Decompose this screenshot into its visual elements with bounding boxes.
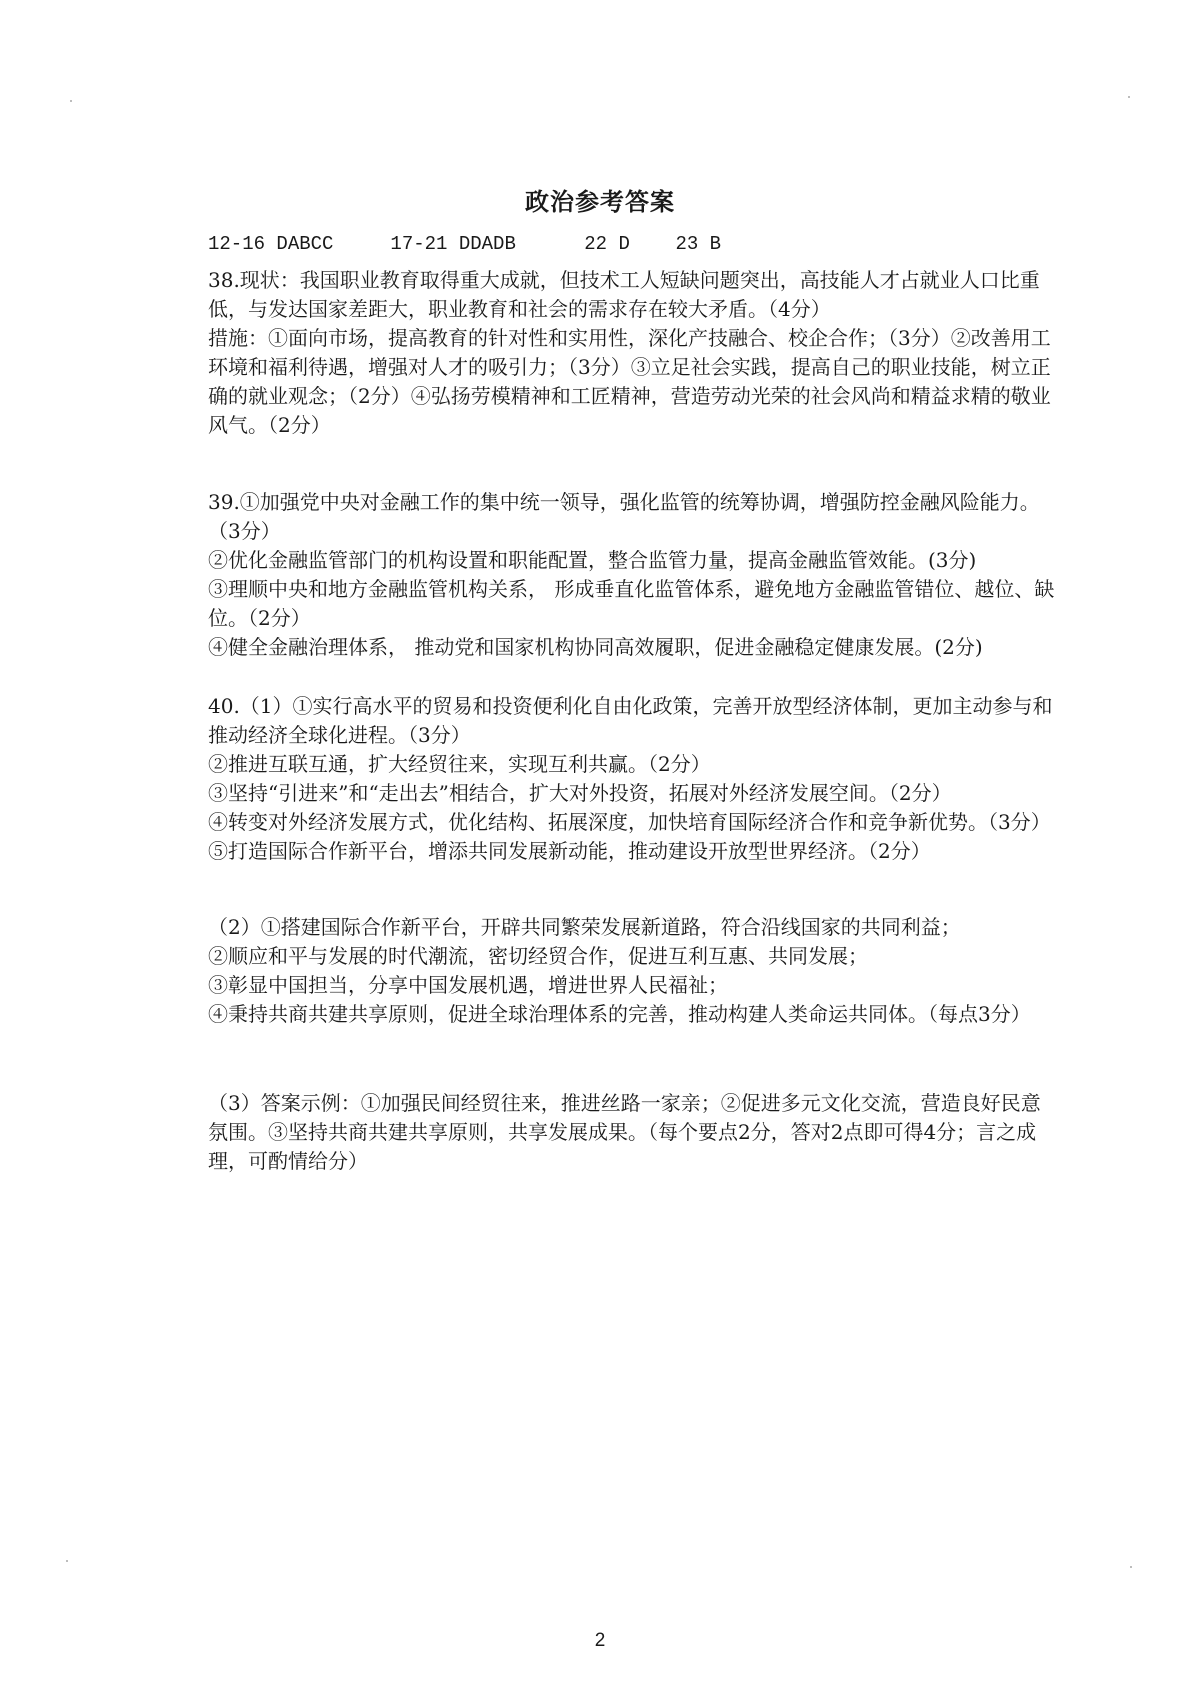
multiple-choice-answer-key: 12-16 DABCC 17-21 DDADB 22 D 23 B	[208, 233, 722, 255]
answer-paragraph: 措施：①面向市场，提高教育的针对性和实用性，深化产技融合、校企合作；（3分）②改善用工环境和福利待遇，增强对人才的吸引力；（3分）③立足社会实践，提高自己的职业技能，树立正确的就业观念；（2分）④弘扬劳模精神和工匠精神，营造劳动光荣的社会风尚和精益求精的敬业风气。（2分）	[208, 326, 1051, 437]
answer-paragraph: ③坚持“引进来”和“走出去”相结合，扩大对外投资，拓展对外经济发展空间。（2分）	[208, 781, 952, 805]
answer-paragraph: ②推进互联互通，扩大经贸往来，实现互利共赢。（2分）	[208, 752, 711, 776]
question-40-part-2-answer	[208, 913, 1060, 1029]
answer-paragraph: 38.现状：我国职业教育取得重大成就，但技术工人短缺问题突出，高技能人才占就业人口比重低，与发达国家差距大，职业教育和社会的需求存在较大矛盾。（4分）	[208, 268, 1040, 321]
question-40-part-1-answer	[208, 692, 1060, 866]
question-39-answer	[208, 488, 1060, 662]
scan-speck	[66, 1560, 68, 1562]
scan-speck	[1130, 1566, 1132, 1568]
answer-paragraph: ②顺应和平与发展的时代潮流，密切经贸合作，促进互利互惠、共同发展；	[208, 944, 868, 968]
question-38-answer	[208, 266, 1060, 440]
question-40-part-3-answer	[208, 1089, 1060, 1176]
answer-paragraph: ④秉持共商共建共享原则，促进全球治理体系的完善，推动构建人类命运共同体。（每点3分）	[208, 1002, 1031, 1026]
answer-paragraph: （2）①搭建国际合作新平台，开辟共同繁荣发展新道路，符合沿线国家的共同利益；	[208, 915, 961, 939]
page-title: 政治参考答案	[525, 187, 675, 216]
scan-speck	[1128, 96, 1130, 98]
answer-paragraph: ⑤打造国际合作新平台，增添共同发展新动能，推动建设开放型世界经济。（2分）	[208, 839, 931, 863]
answer-paragraph: ④健全金融治理体系， 推动党和国家机构协同高效履职，促进金融稳定健康发展。(2分)	[208, 635, 983, 659]
page-number: 2	[594, 1630, 606, 1651]
answer-paragraph: （3）答案示例：①加强民间经贸往来，推进丝路一家亲；②促进多元文化交流，营造良好民意氛围。③坚持共商共建共享原则，共享发展成果。（每个要点2分，答对2点即可得4分；言之成理，可酌情给分）	[208, 1091, 1041, 1173]
answer-paragraph: ②优化金融监管部门的机构设置和职能配置，整合监管力量，提高金融监管效能。(3分)	[208, 548, 977, 572]
answer-paragraph: ③彰显中国担当，分享中国发展机遇，增进世界人民福祉；	[208, 973, 728, 997]
scan-speck	[70, 100, 72, 102]
answer-paragraph: 39.①加强党中央对金融工作的集中统一领导，强化监管的统筹协调，增强防控金融风险能力。（3分）	[208, 490, 1040, 543]
answer-paragraph: 40.（1）①实行高水平的贸易和投资便利化自由化政策，完善开放型经济体制，更加主动参与和推动经济全球化进程。（3分）	[208, 694, 1053, 747]
answer-paragraph: ③理顺中央和地方金融监管机构关系， 形成垂直化监管体系，避免地方金融监管错位、越位、缺位。（2分）	[208, 577, 1055, 630]
answer-paragraph: ④转变对外经济发展方式，优化结构、拓展深度，加快培育国际经济合作和竞争新优势。（3分）	[208, 810, 1051, 834]
